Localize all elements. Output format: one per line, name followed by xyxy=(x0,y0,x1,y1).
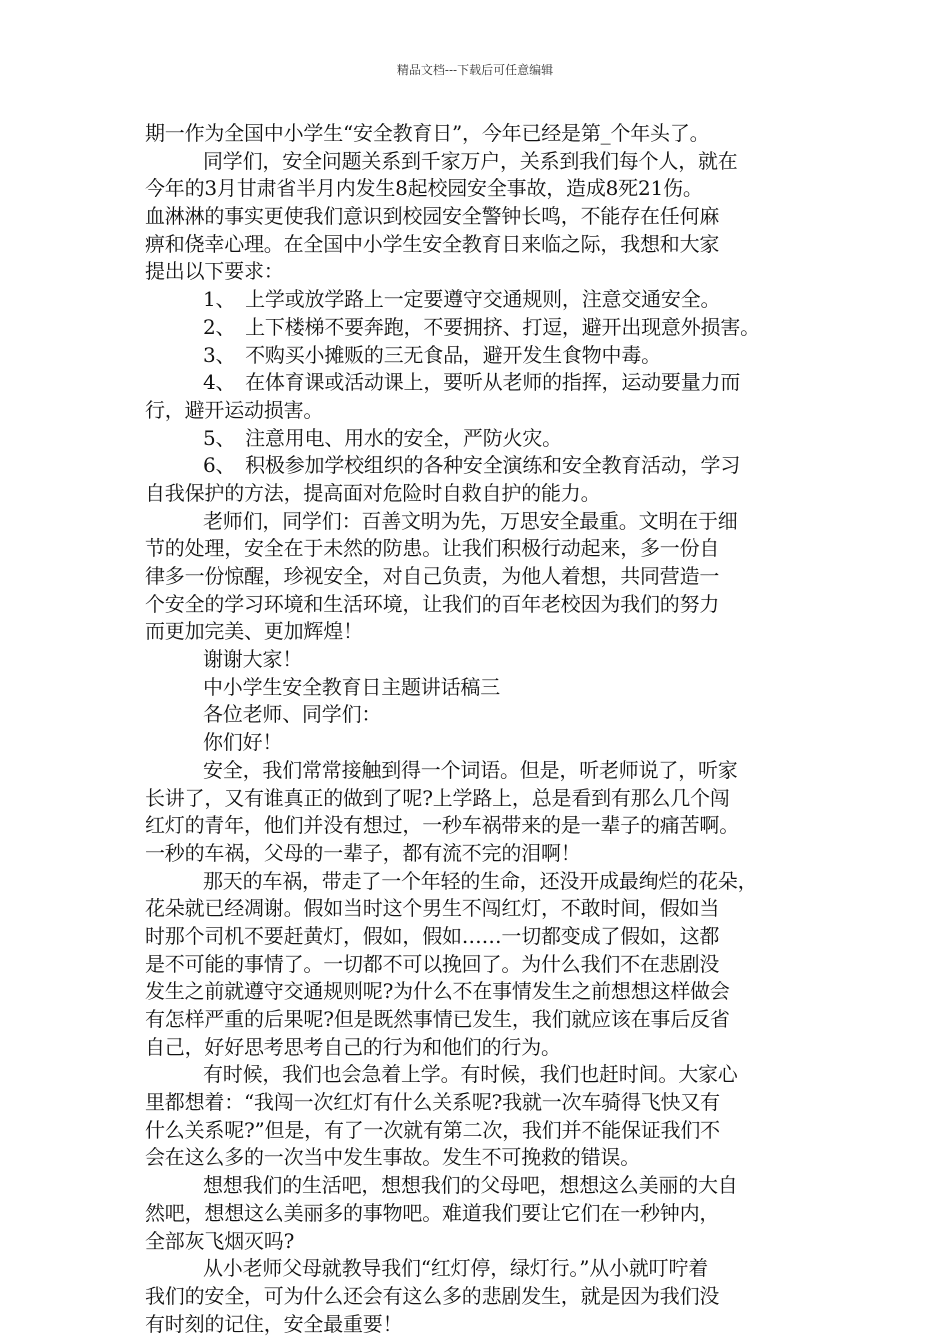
text-line: 从小老师父母就教导我们“红灯停，绿灯行。”从小就叮咛着 xyxy=(203,1256,709,1281)
text-line: 1、 上学或放学路上一定要遵守交通规则，注意交通安全。 xyxy=(203,287,721,312)
text-line: 什么关系呢?”但是，有了一次就有第二次，我们并不能保证我们不 xyxy=(145,1117,720,1142)
text-line: 安全，我们常常接触到得一个词语。但是，听老师说了，听家 xyxy=(203,757,738,782)
text-line: 会在这么多的一次当中发生事故。发生不可挽救的错误。 xyxy=(145,1145,640,1170)
text-line: 是不可能的事情了。一切都不可以挽回了。为什么我们不在悲剧没 xyxy=(145,951,720,976)
text-line: 期一作为全国中小学生“安全教育日”，今年已经是第_个年头了。 xyxy=(145,121,710,145)
text-line: 谢谢大家！ xyxy=(203,647,302,672)
text-line: 而更加完美、更加辉煌！ xyxy=(145,619,363,644)
text-line: 全部灰飞烟灭吗? xyxy=(145,1228,295,1253)
text-line: 里都想着：“我闯一次红灯有什么关系呢?我就一次车骑得飞快又有 xyxy=(145,1090,720,1115)
text-line: 我们的安全，可为什么还会有这么多的悲剧发生，就是因为我们没 xyxy=(145,1283,720,1308)
text-line: 中小学生安全教育日主题讲话稿三 xyxy=(203,674,500,699)
text-line: 各位老师、同学们： xyxy=(203,702,382,727)
text-line: 提出以下要求： xyxy=(145,259,284,284)
text-line: 行，避开运动损害。 xyxy=(145,397,324,422)
text-line: 4、 在体育课或活动课上，要听从老师的指挥，运动要量力而 xyxy=(203,370,741,395)
text-line: 个安全的学习环境和生活环境，让我们的百年老校因为我们的努力 xyxy=(145,591,720,616)
text-line: 时那个司机不要赶黄灯，假如，假如……一切都变成了假如，这都 xyxy=(145,923,720,948)
text-line: 今年的3月甘肃省半月内发生8起校园安全事故，造成8死21伤。 xyxy=(145,176,703,201)
text-line: 律多一份惊醒，珍视安全，对自己负责，为他人着想，共同营造一 xyxy=(145,564,720,588)
text-line: 花朵就已经凋谢。假如当时这个男生不闯红灯，不敢时间，假如当 xyxy=(145,896,720,921)
text-line: 然吧，想想这么美丽多的事物吧。难道我们要让它们在一秒钟内， xyxy=(145,1200,720,1225)
text-line: 3、 不购买小摊贩的三无食品，避开发生食物中毒。 xyxy=(203,342,661,367)
text-line: 你们好！ xyxy=(203,730,283,755)
text-line: 有时候，我们也会急着上学。有时候，我们也赶时间。大家心 xyxy=(203,1062,738,1087)
text-line: 那天的车祸，带走了一个年轻的生命，还没开成最绚烂的花朵， xyxy=(203,868,758,893)
text-line: 自我保护的方法，提高面对危险时自救自护的能力。 xyxy=(145,480,601,505)
text-line: 6、 积极参加学校组织的各种安全演练和安全教育活动，学习 xyxy=(203,453,741,478)
text-line: 5、 注意用电、用水的安全，严防火灾。 xyxy=(203,425,562,450)
text-line: 老师们，同学们：百善文明为先，万思安全最重。文明在于细 xyxy=(203,508,738,533)
text-line: 自己，好好思考思考自己的行为和他们的行为。 xyxy=(145,1034,561,1059)
text-line: 有怎样严重的后果呢?但是既然事情已发生，我们就应该在事后反省 xyxy=(145,1007,730,1031)
text-line: 痹和侥幸心理。在全国中小学生安全教育日来临之际，我想和大家 xyxy=(145,231,720,256)
text-line: 红灯的青年，他们并没有想过，一秒车祸带来的是一辈子的痛苦啊。 xyxy=(145,813,739,838)
text-line: 血淋淋的事实更使我们意识到校园安全警钟长鸣，不能存在任何麻 xyxy=(145,204,720,229)
text-line: 2、 上下楼梯不要奔跑，不要拥挤、打逗，避开出现意外损害。 xyxy=(203,314,760,339)
text-line: 节的处理，安全在于未然的防患。让我们积极行动起来，多一份自 xyxy=(145,536,720,561)
text-line: 长讲了，又有谁真正的做到了呢?上学路上，总是看到有那么几个闯 xyxy=(145,785,730,810)
text-line: 一秒的车祸，父母的一辈子，都有流不完的泪啊！ xyxy=(145,840,581,865)
text-line: 发生之前就遵守交通规则呢?为什么不在事情发生之前想想这样做会 xyxy=(145,979,730,1004)
page-header: 精品文档---下载后可任意编辑 xyxy=(396,63,554,77)
text-line: 想想我们的生活吧，想想我们的父母吧，想想这么美丽的大自 xyxy=(203,1173,738,1198)
document-body xyxy=(145,120,815,1338)
text-line: 同学们，安全问题关系到千家万户，关系到我们每个人，就在 xyxy=(203,148,738,173)
text-line: 有时刻的记住，安全最重要！ xyxy=(145,1311,403,1336)
